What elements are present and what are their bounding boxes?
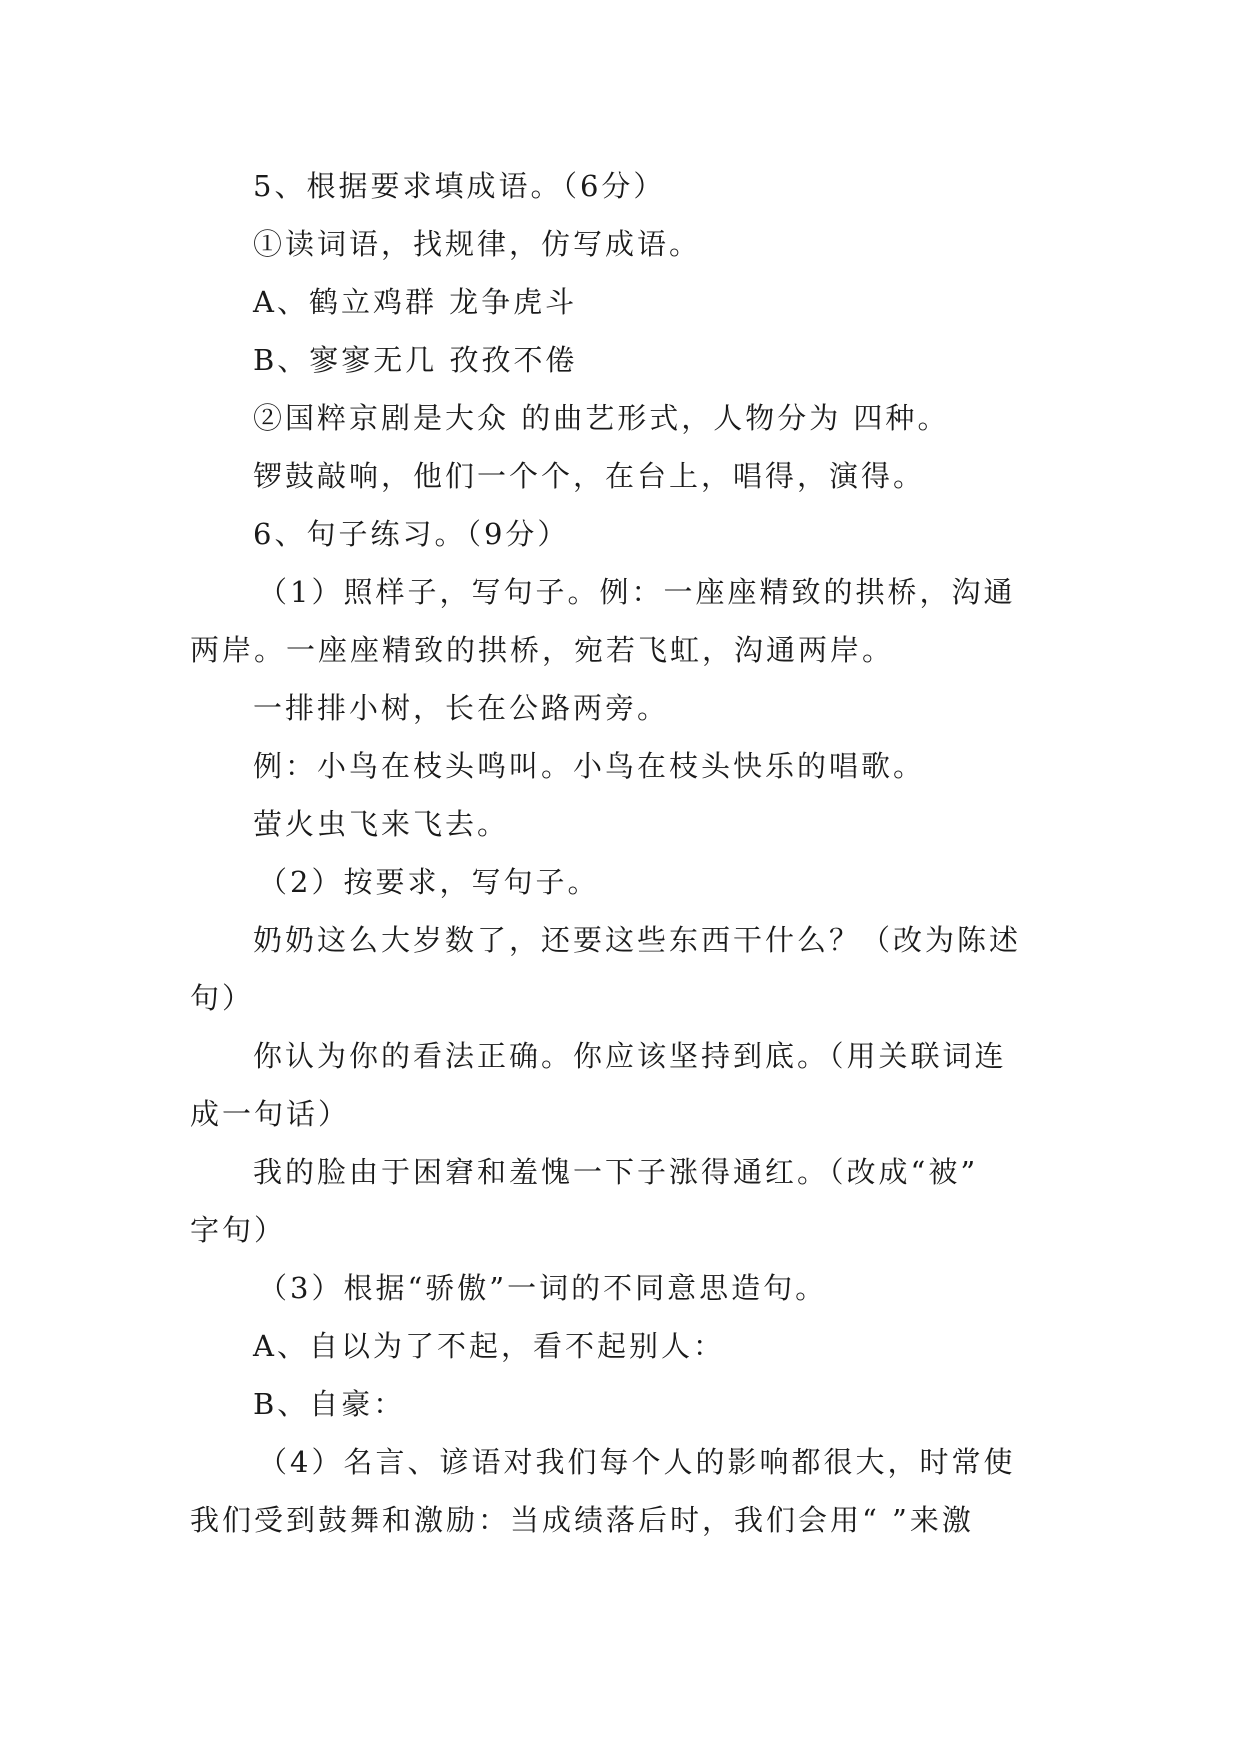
q6-part2-item2-cont: 成一句话） <box>190 1097 351 1131</box>
q6-part3-option-a: A、自以为了不起，看不起别人： <box>253 1329 725 1363</box>
q6-part1-task-a: 一排排小树，长在公路两旁。 <box>253 691 670 725</box>
q6-part3-option-b: B、自豪： <box>253 1387 406 1421</box>
q5-part2-sentence: ②国粹京剧是大众 的曲艺形式，人物分为 四种。 <box>253 401 950 435</box>
q5-part1-instruction: ①读词语，找规律，仿写成语。 <box>253 227 702 261</box>
q6-part4-instruction-cont: 我们受到鼓舞和激励：当成绩落后时，我们会用“ ”来激 <box>190 1503 974 1537</box>
q5-heading: 5、根据要求填成语。（6分） <box>253 169 666 203</box>
q6-part2-item3: 我的脸由于困窘和羞愧一下子涨得通红。（改成“被” <box>253 1155 979 1189</box>
q5-option-a: A、鹤立鸡群 龙争虎斗 <box>253 285 578 319</box>
q6-part1-instruction-cont: 两岸。一座座精致的拱桥，宛若飞虹，沟通两岸。 <box>190 633 895 667</box>
q6-part4-instruction: （4）名言、谚语对我们每个人的影响都很大，时常使 <box>258 1445 1016 1479</box>
q5-part2-sentence-cont: 锣鼓敲响，他们一个个，在台上，唱得，演得。 <box>253 459 926 493</box>
q6-part2-instruction: （2）按要求，写句子。 <box>258 865 600 899</box>
q6-part2-item1: 奶奶这么大岁数了，还要这些东西干什么？（改为陈述 <box>253 923 1022 957</box>
q6-part2-item1-cont: 句） <box>190 981 255 1015</box>
q6-part3-instruction: （3）根据“骄傲”一词的不同意思造句。 <box>258 1271 828 1305</box>
q6-part2-item3-cont: 字句） <box>190 1213 287 1247</box>
q5-option-b: B、寥寥无几 孜孜不倦 <box>253 343 578 377</box>
q6-part1-task-b: 萤火虫飞来飞去。 <box>253 807 510 841</box>
q6-part1-instruction: （1）照样子，写句子。例：一座座精致的拱桥，沟通 <box>258 575 1016 609</box>
q6-part1-example-b: 例：小鸟在枝头鸣叫。小鸟在枝头快乐的唱歌。 <box>253 749 926 783</box>
q6-heading: 6、句子练习。（9分） <box>253 517 570 551</box>
q6-part2-item2: 你认为你的看法正确。你应该坚持到底。（用关联词连 <box>253 1039 1007 1073</box>
